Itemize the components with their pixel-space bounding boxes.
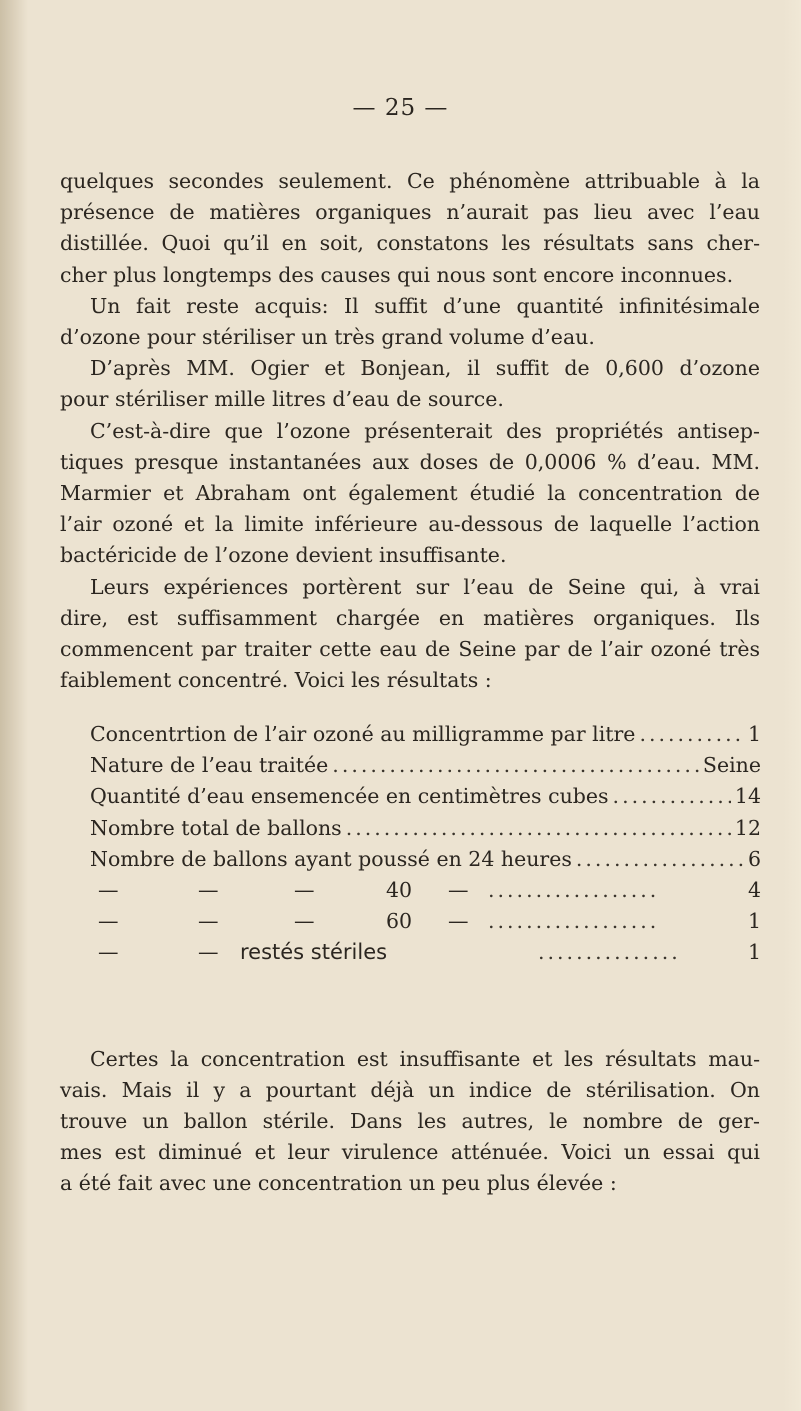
- table-row: [90, 750, 761, 781]
- ditto-dash: —: [98, 909, 119, 934]
- row-label: restés stériles: [240, 940, 388, 965]
- paragraph-ozone-quantity: [60, 291, 760, 353]
- paragraph-ogier-bonjean: [60, 353, 760, 415]
- leader-dots: ...............: [538, 940, 681, 965]
- page-edge: [783, 0, 801, 1411]
- table-row: [90, 719, 761, 750]
- paragraph-continuation: [60, 166, 760, 291]
- row-label: Concentrtion de l’air ozoné au milligramme par litre: [90, 722, 636, 746]
- row-value: 6: [747, 846, 761, 871]
- leader-dots: [346, 813, 731, 844]
- text-line: C’est-à-dire que l’ozone présenterait des propriétés antisep-: [90, 418, 760, 443]
- leader-dots: ..................: [488, 909, 660, 934]
- row-value: Seine: [702, 753, 761, 778]
- paragraph-conclusion: [60, 1044, 760, 1200]
- text-line: distillée. Quoi qu’il en soit, constatons les résultats sans cher-: [60, 231, 760, 256]
- ditto-dash: —: [294, 878, 315, 903]
- text-line: Leurs expériences portèrent sur l’eau de Seine qui, à vrai: [90, 574, 760, 599]
- text-line: trouve un ballon stérile. Dans les autres, le nombre de ger-: [60, 1109, 760, 1133]
- text-line: cher plus longtemps des causes qui nous sont encore inconnues.: [60, 262, 734, 287]
- ditto-dash: —: [198, 940, 219, 965]
- text-line: dire, est suffisamment chargée en matières organiques. Ils: [60, 605, 760, 630]
- ditto-dash: —: [98, 940, 119, 965]
- text-line: mes est diminué et leur virulence atténuée. Voici un essai qui: [60, 1140, 760, 1165]
- text-line: bactéricide de l’ozone devient insuffisante.: [60, 543, 507, 568]
- text-line: faiblement concentré. Voici les résultats :: [60, 668, 492, 693]
- leader-dots: [613, 781, 731, 812]
- row-value: 1: [747, 940, 761, 965]
- row-value: 1: [747, 909, 761, 934]
- hours-value: 60: [386, 909, 413, 934]
- row-value: 12: [734, 815, 761, 840]
- hours-value: 40: [386, 878, 413, 903]
- row-value: 1: [747, 722, 761, 746]
- text-line: commencent par traiter cette eau de Seine par de l’air ozoné très: [60, 637, 760, 661]
- ditto-dash: —: [448, 878, 469, 903]
- leader-dots: ..................: [488, 878, 660, 903]
- text-line: présence de matières organiques n’aurait pas lieu avec l’eau: [60, 200, 760, 225]
- paragraph-antiseptic: [60, 416, 760, 572]
- text-line: a été fait avec une concentration un peu plus élevée :: [60, 1171, 617, 1196]
- text-line: d’ozone pour stériliser un très grand volume d’eau.: [60, 325, 595, 349]
- paragraph-seine-experiments: [60, 572, 760, 697]
- table-row: [90, 844, 761, 875]
- row-label: Nombre de ballons ayant poussé en 24 heures: [90, 846, 572, 871]
- row-value: 4: [747, 878, 761, 903]
- text-line: vais. Mais il y a pourtant déjà un indice de stérilisation. On: [60, 1077, 760, 1102]
- table-row: [90, 813, 761, 844]
- text-line: l’air ozoné et la limite inférieure au-dessous de laquelle l’action: [60, 512, 760, 537]
- results-table: [90, 719, 761, 969]
- text-line: quelques secondes seulement. Ce phénomène attribuable à la: [60, 169, 760, 193]
- text-line: D’après MM. Ogier et Bonjean, il suffit de 0,600 d’ozone: [90, 356, 760, 381]
- table-row-sterile: [90, 937, 761, 968]
- ditto-dash: —: [448, 909, 469, 934]
- text-line: Marmier et Abraham ont également étudié la concentration de: [60, 481, 760, 505]
- leader-dots: [639, 719, 744, 750]
- ditto-dash: —: [294, 909, 315, 934]
- row-label: Nature de l’eau traitée: [90, 753, 329, 778]
- text-line: Un fait reste acquis: Il suffit d’une quantité infinitésimale: [90, 293, 760, 318]
- page-binding-shadow: [0, 0, 28, 1411]
- ditto-dash: —: [98, 878, 119, 903]
- text-line: pour stériliser mille litres d’eau de source.: [60, 387, 504, 412]
- leader-dots: [332, 750, 699, 781]
- table-row: [90, 781, 761, 812]
- table-row-ditto-40: [90, 875, 761, 906]
- row-label: Quantité d’eau ensemencée en centimètres cubes: [90, 784, 609, 809]
- text-line: tiques presque instantanées aux doses de 0,0006 % d’eau. MM.: [60, 449, 760, 474]
- row-label: Nombre total de ballons: [90, 815, 342, 840]
- ditto-dash: —: [198, 909, 219, 934]
- ditto-dash: —: [198, 878, 219, 903]
- row-value: 14: [734, 784, 761, 809]
- page-number: — 25 —: [352, 95, 449, 121]
- text-line: Certes la concentration est insuffisante et les résultats mau-: [90, 1046, 760, 1071]
- table-row-ditto-60: [90, 906, 761, 937]
- leader-dots: [576, 844, 744, 875]
